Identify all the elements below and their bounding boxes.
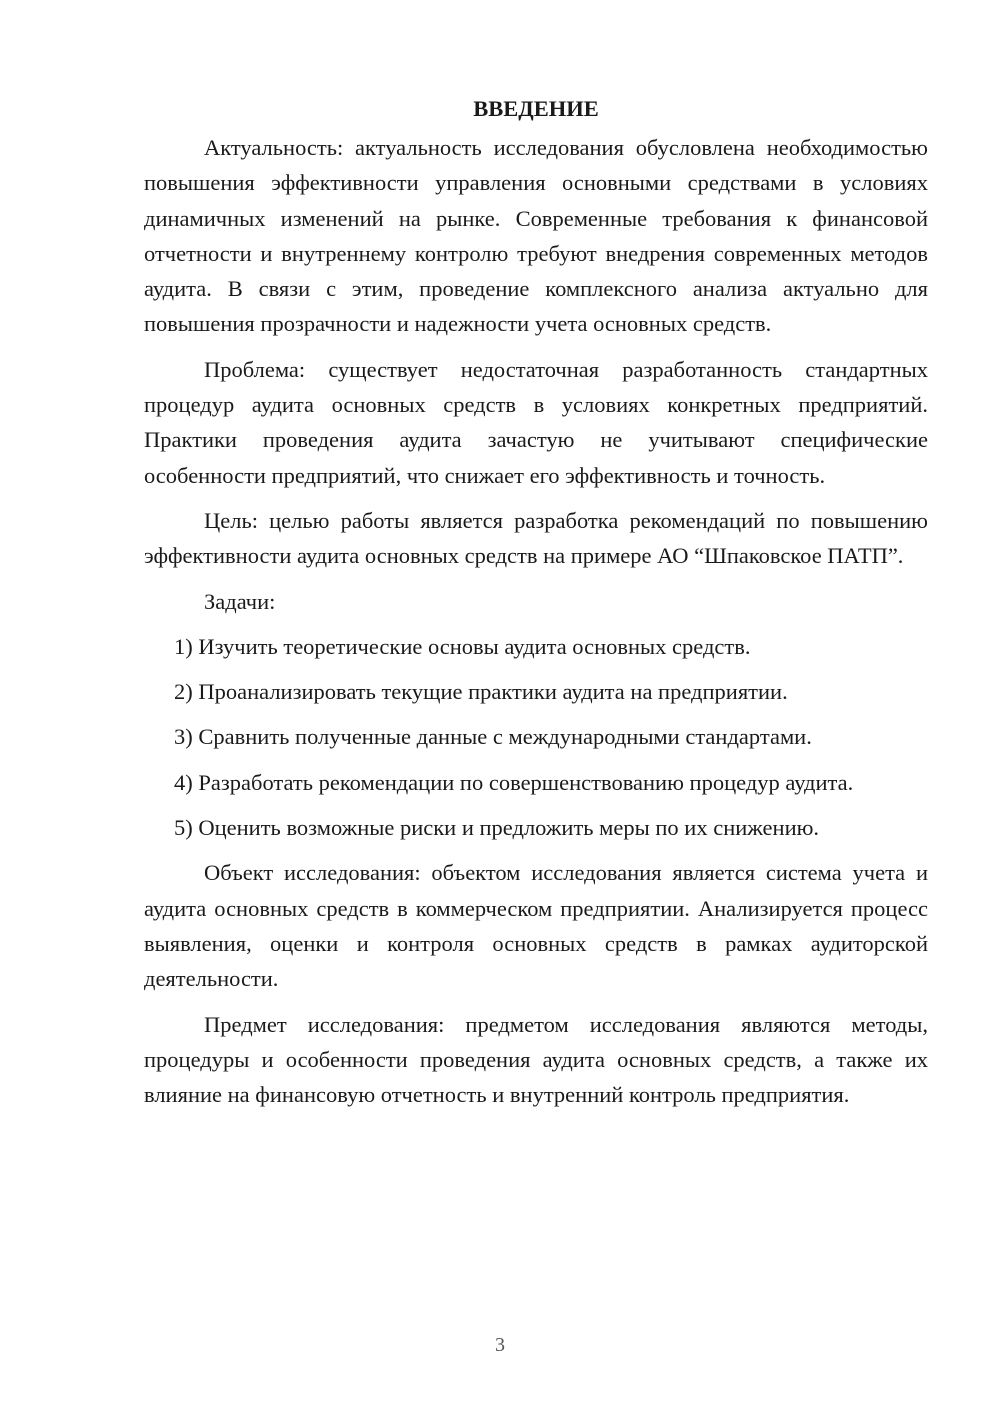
task-item: 4) Разработать рекомендации по совершенствованию процедур аудита. [174,769,854,795]
document-page [144,94,928,1122]
tasks-heading: Задачи: [204,588,276,614]
paragraph-relevance: Актуальность: актуальность исследования обусловлена необходимостью повышения эффективности управления основными средствами в условиях динамичных изменений на рынке. Современные требования к финансовой отчетности и внутреннему контролю требуют внедрения современных методов аудита. В связи с этим, проведение комплексного анализа актуально для повышения прозрачности и надежности учета основных средств. [144,135,928,337]
paragraph-goal: Цель: целью работы является разработка рекомендаций по повышению эффективности аудита основных средств на примере АО “Шпаковское ПАТП”. [144,507,928,569]
page-number: 3 [495,1334,505,1356]
paragraph-problem: Проблема: существует недостаточная разработанность стандартных процедур аудита основных средств в условиях конкретных предприятий. Практики проведения аудита зачастую не учитывают специфические особенности предприятий, что снижает его эффективность и точность. [144,356,928,488]
paragraph-object: Объект исследования: объектом исследования является система учета и аудита основных средств в коммерческом предприятии. Анализируется процесс выявления, оценки и контроля основных средств в рамках аудиторской деятельности. [144,860,928,992]
task-item: 1) Изучить теоретические основы аудита основных средств. [174,633,751,659]
task-item: 2) Проанализировать текущие практики аудита на предприятии. [174,679,788,705]
task-item: 3) Сравнить полученные данные с международными стандартами. [174,724,812,750]
section-title: ВВЕДЕНИЕ [473,96,599,121]
task-item: 5) Оценить возможные риски и предложить меры по их снижению. [174,815,820,841]
paragraph-subject: Предмет исследования: предметом исследования являются методы, процедуры и особенности проведения аудита основных средств, а также их влияние на финансовую отчетность и внутренний контроль предприятия. [144,1011,928,1108]
